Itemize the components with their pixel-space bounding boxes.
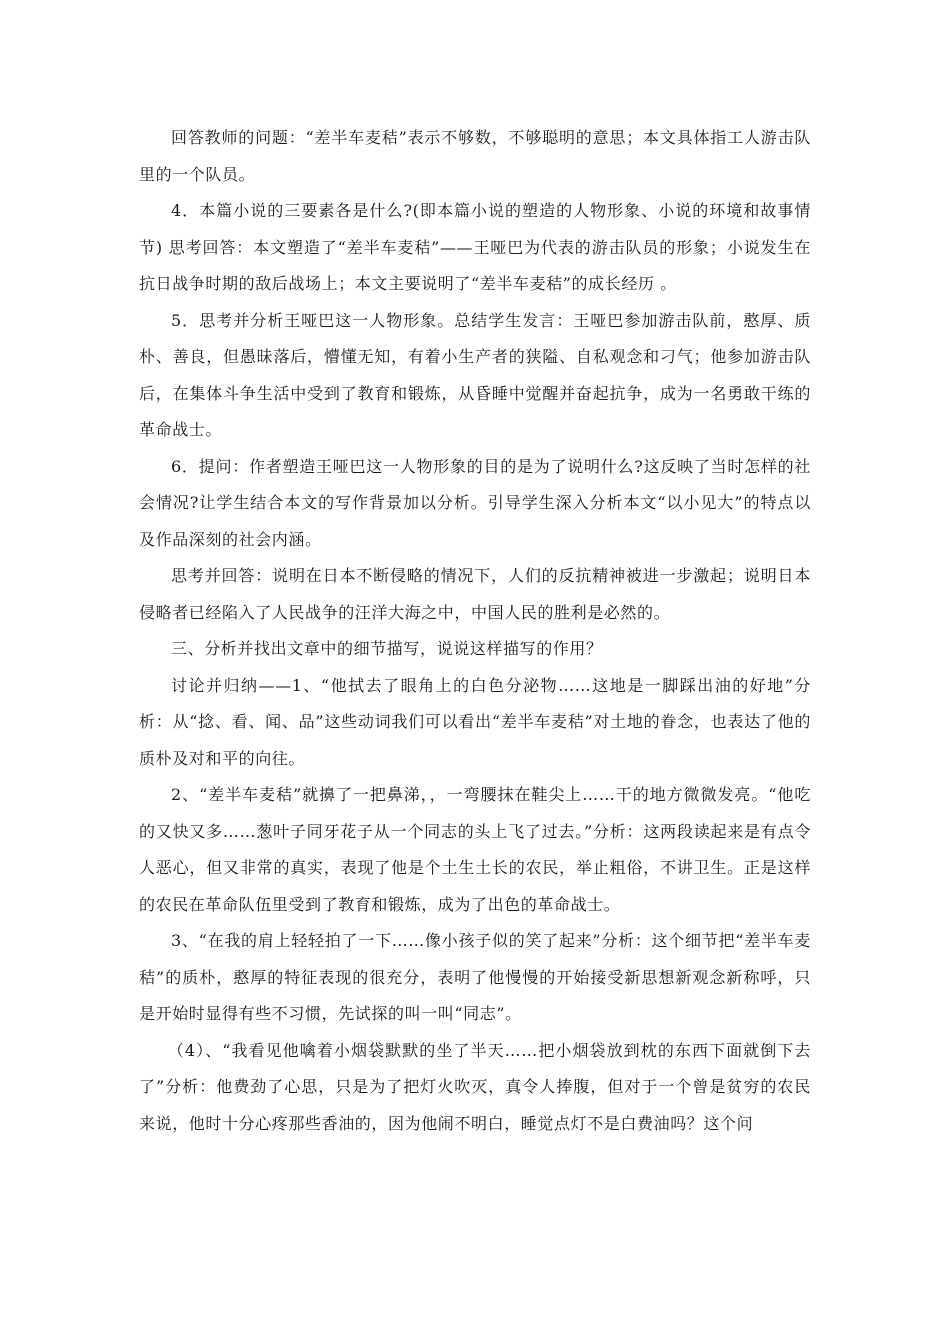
paragraph-discussion-3: 3、“在我的肩上轻轻拍了一下……像小孩子似的笑了起来”分析：这个细节把“差半车麦秸”的质朴，憨厚的特征表现的很充分，表明了他慢慢的开始接受新思想新观念新称呼，只是开始时显得有些不习惯，先试探的叫一叫“同志”。 — [139, 931, 811, 1023]
paragraph-answer-question: 回答教师的问题：“差半车麦秸”表示不够数，不够聪明的意思；本文具体指工人游击队里的一个队员。 — [139, 128, 811, 184]
paragraph-item-4: 4．本篇小说的三要素各是什么?(即本篇小说的塑造的人物形象、小说的环境和故事情节) 思考回答：本文塑造了“差半车麦秸”——王哑巴为代表的游击队员的形象；小说发生在抗日战争时期的敌后战场上；本文主要说明了“差半车麦秸”的成长经历 。 — [139, 201, 811, 293]
paragraph-discussion-2: 2、“差半车麦秸”就擤了一把鼻涕，，一弯腰抹在鞋尖上……干的地方微微发亮。“他吃的又快又多……葱叶子同牙花子从一个同志的头上飞了过去。”分析：这两段读起来是有点令人恶心，但又非常的真实，表现了他是个土生土长的农民，举止粗俗，不讲卫生。正是这样的农民在革命队伍里受到了教育和锻炼，成为了出色的革命战士。 — [139, 785, 811, 914]
paragraph-discussion-4: （4）、“我看见他噙着小烟袋默默的坐了半天……把小烟袋放到枕的东西下面就倒下去了”分析：他费劲了心思，只是为了把灯火吹灭，真令人捧腹，但对于一个曾是贫穷的农民来说，他时十分心疼那些香油的，因为他闹不明白，睡觉点灯不是白费油吗？这个问 — [139, 1040, 811, 1133]
paragraph-item-6: 6．提问：作者塑造王哑巴这一人物形象的目的是为了说明什么?这反映了当时怎样的社会情况?让学生结合本文的写作背景加以分析。引导学生深入分析本文“以小见大”的特点以及作品深刻的社会内涵。 — [139, 456, 811, 549]
document-body — [139, 120, 811, 1142]
paragraph-discussion-1: 讨论并归纳——1、“他拭去了眼角上的白色分泌物……这地是一脚踩出油的好地”分析：从“捻、看、闻、品”这些动词我们可以看出“差半车麦秸”对土地的眷念，也表达了他的质朴及对和平的向往。 — [139, 675, 811, 768]
section-heading-three: 三、分析并找出文章中的细节描写，说说这样描写的作用？ — [171, 639, 603, 658]
paragraph-item-5: 5．思考并分析王哑巴这一人物形象。总结学生发言：王哑巴参加游击队前，憨厚、质朴、善良，但愚昧落后，懵懂无知，有着小生产者的狭隘、自私观念和刁气；他参加游击队后，在集体斗争生活中受到了教育和锻炼，从昏睡中觉醒并奋起抗争，成为一名勇敢干练的革命战士。 — [139, 310, 811, 439]
paragraph-think-answer: 思考并回答：说明在日本不断侵略的情况下，人们的反抗精神被进一步激起；说明日本侵略者已经陷入了人民战争的汪洋大海之中，中国人民的胜利是必然的。 — [139, 566, 811, 622]
